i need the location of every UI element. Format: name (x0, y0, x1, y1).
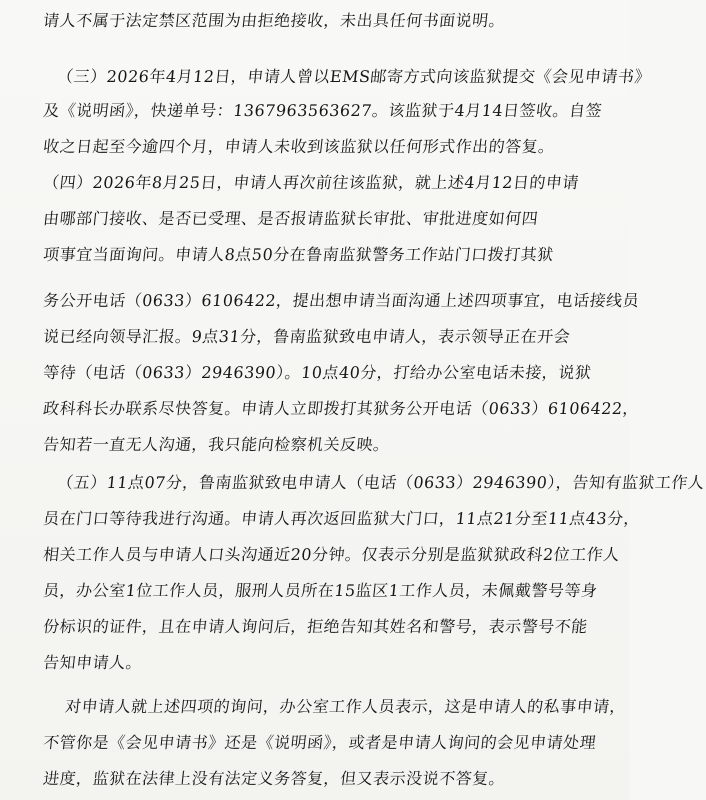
text-line: 务公开电话（0633）6106422，提出想申请当面沟通上述四项事宜，电话接线员 (42, 291, 641, 310)
text-line: 请人不属于法定禁区范围为由拒绝接收，未出具任何书面说明。 (42, 11, 507, 30)
text-line: 政科科长办联系尽快答复。申请人立即拨打其狱务公开电话（0633）6106422， (42, 399, 641, 418)
text-line: 份标识的证件，且在申请人询问后，拒绝告知其姓名和警号，表示警号不能 (42, 617, 589, 636)
text-line: 项事宜当面询问。申请人8点50分在鲁南监狱警务工作站门口拨打其狱 (42, 245, 555, 264)
text-line: 由哪部门接收、是否已受理、是否报请监狱长审批、审批进度如何四 (42, 209, 540, 228)
text-line: 收之日起至今逾四个月，申请人未收到该监狱以任何形式作出的答复。 (42, 137, 556, 156)
text-line: 对申请人就上述四项的询问，办公室工作人员表示，这是申请人的私事申请， (64, 697, 628, 716)
text-line: 不管你是《会见申请书》还是《说明函》，或者是申请人询问的会见申请处理 (42, 733, 598, 752)
text-line: 告知若一直无人沟通，我只能向检察机关反映。 (42, 435, 391, 454)
text-line: （五）11点07分，鲁南监狱致电申请人（电话（0633）2946390），告知有监狱工作人 (56, 473, 706, 492)
text-line: 相关工作人员与申请人口头沟通近20分钟。仅表示分别是监狱狱政科2位工作人 (42, 545, 621, 564)
text-line: （四）2026年8月25日，申请人再次前往该监狱，就上述4月12日的申请 (42, 173, 581, 192)
text-line: 员在门口等待我进行沟通。申请人再次返回监狱大门口，11点21分至11点43分， (42, 509, 642, 528)
text-line: 说已经向领导汇报。9点31分，鲁南监狱致电申请人，表示领导正在开会 (42, 327, 572, 346)
text-line: 员，办公室1位工作人员，服刑人员所在15监区1工作人员，未佩戴警号等身 (42, 581, 599, 600)
text-line: 等待（电话（0633）2946390）。10点40分，打给办公室电话未接，说狱 (42, 363, 593, 382)
text-line: 进度，监狱在法律上没有法定义务答复，但又表示没说不答复。 (42, 769, 507, 788)
text-line: 告知申请人。 (42, 653, 144, 672)
text-line: 及《说明函》，快递单号：1367963563627。该监狱于4月14日签收。自签 (42, 101, 604, 120)
text-line: （三）2026年4月12日，申请人曾以EMS邮寄方式向该监狱提交《会见申请书》 (56, 67, 653, 86)
